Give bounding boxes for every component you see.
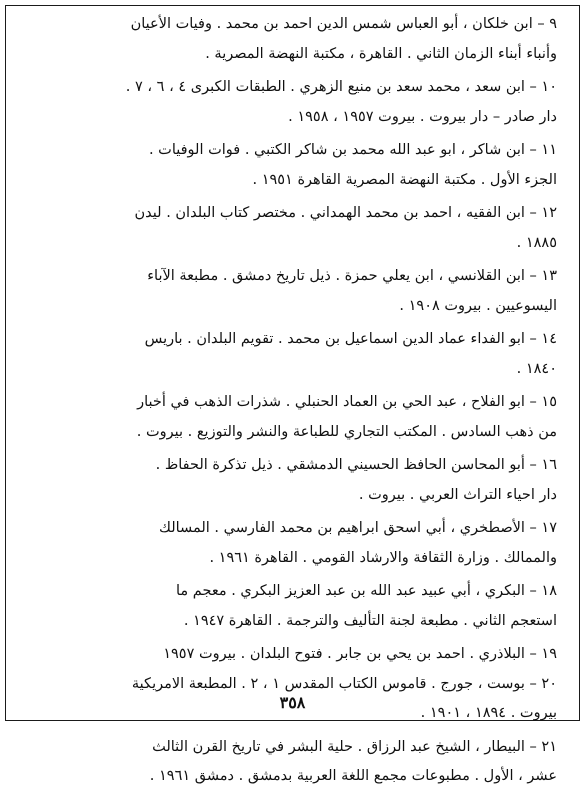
entry-line: والممالك . وزارة الثقافة والارشاد القومي . القاهرة ١٩٦١ .	[209, 549, 557, 566]
entry-line: دار صادر – دار بيروت . بيروت ١٩٥٧ ، ١٩٥٨ .	[288, 108, 557, 125]
entry-line: ١٨ – البكري ، أبي عبيد عبد الله بن عبد العزيز البكري . معجم ما	[176, 583, 557, 599]
entry-line: ١٧ – الأصطخري ، أبي اسحق ابراهيم بن محمد الفارسي . المسالك	[158, 520, 557, 536]
entry-line: ١٨٤٠ .	[516, 360, 557, 377]
page-number: ٣٥٨	[279, 693, 306, 712]
bibliography-entry-12	[18, 199, 557, 258]
entry-line: ١٣ – ابن القلانسي ، ابن يعلي حمزة . ذيل تاريخ دمشق . مطبعة الآباء	[147, 268, 557, 284]
entry-line: بيروت . ١٨٩٤ ، ١٩٠١ .	[420, 705, 557, 721]
entry-line: ٢١ – البيطار ، الشيخ عبد الرزاق . حلية البشر في تاريخ القرن الثالث	[152, 738, 557, 755]
bibliography-list	[18, 10, 557, 796]
entry-line: ١٨٨٥ .	[516, 234, 557, 251]
entry-line: وأنباء أبناء الزمان الثاني . القاهرة ، مكتبة النهضة المصرية .	[205, 45, 557, 62]
bibliography-entry-10	[18, 73, 557, 132]
entry-line: ١٩ – البلاذري . احمد بن يحي بن جابر . فتوح البلدان . بيروت ١٩٥٧	[163, 646, 557, 662]
bibliography-entry-15	[18, 388, 557, 447]
entry-line: ١١ – ابن شاكر ، ابو عبد الله محمد بن شاكر الكتبي . فوات الوفيات .	[148, 142, 557, 158]
bibliography-entry-14	[18, 325, 557, 384]
entry-line: ٢٠ – بوست ، جورج . قاموس الكتاب المقدس ١ ، ٢ . المطبعة الامريكية	[131, 675, 557, 692]
entry-line: من ذهب السادس . المكتب التجاري للطباعة والنشر والتوزيع . بيروت .	[136, 423, 557, 440]
entry-line: الجزء الأول . مكتبة النهضة المصرية القاهرة ١٩٥١ .	[252, 171, 557, 188]
entry-line: ١٤ – ابو الفداء عماد الدين اسماعيل بن محمد . تقويم البلدان . باريس	[144, 331, 557, 347]
bibliography-entry-16	[18, 451, 557, 510]
entry-line: ١٢ – ابن الفقيه ، احمد بن محمد الهمداني . مختصر كتاب البلدان . ليدن	[134, 205, 557, 221]
entry-line: عشر ، الأول . مطبوعات مجمع اللغة العربية بدمشق . دمشق ١٩٦١ .	[149, 768, 557, 784]
bibliography-entry-18	[18, 577, 557, 636]
entry-line: ١٥ – ابو الفلاح ، عبد الحي بن العماد الحنبلي . شذرات الذهب في أخبار	[137, 394, 557, 410]
entry-line: استعجم الثاني . مطبعة لجنة التأليف والترجمة . القاهرة ١٩٤٧ .	[183, 612, 557, 629]
entry-line: ١٠ – ابن سعد ، محمد سعد بن منيع الزهري . الطبقات الكبرى ٤ ، ٦ ، ٧ .	[125, 79, 557, 95]
bibliography-entry-9	[18, 10, 557, 69]
entry-line: ١٦ – أبو المحاسن الحافظ الحسيني الدمشقي . ذيل تذكرة الحفاظ .	[155, 457, 557, 473]
entry-line: ٩ – ابن خلكان ، أبو العباس شمس الدين احمد بن محمد . وفيات الأعيان	[130, 16, 557, 32]
bibliography-entry-11	[18, 136, 557, 195]
bibliography-entry-21	[18, 733, 557, 792]
entry-line: دار احياء التراث العربي . بيروت .	[358, 486, 557, 503]
bibliography-entry-19-20	[18, 640, 557, 729]
bibliography-entry-17	[18, 514, 557, 573]
bibliography-entry-13	[18, 262, 557, 321]
entry-line: اليسوعيين . بيروت ١٩٠٨ .	[399, 297, 557, 314]
